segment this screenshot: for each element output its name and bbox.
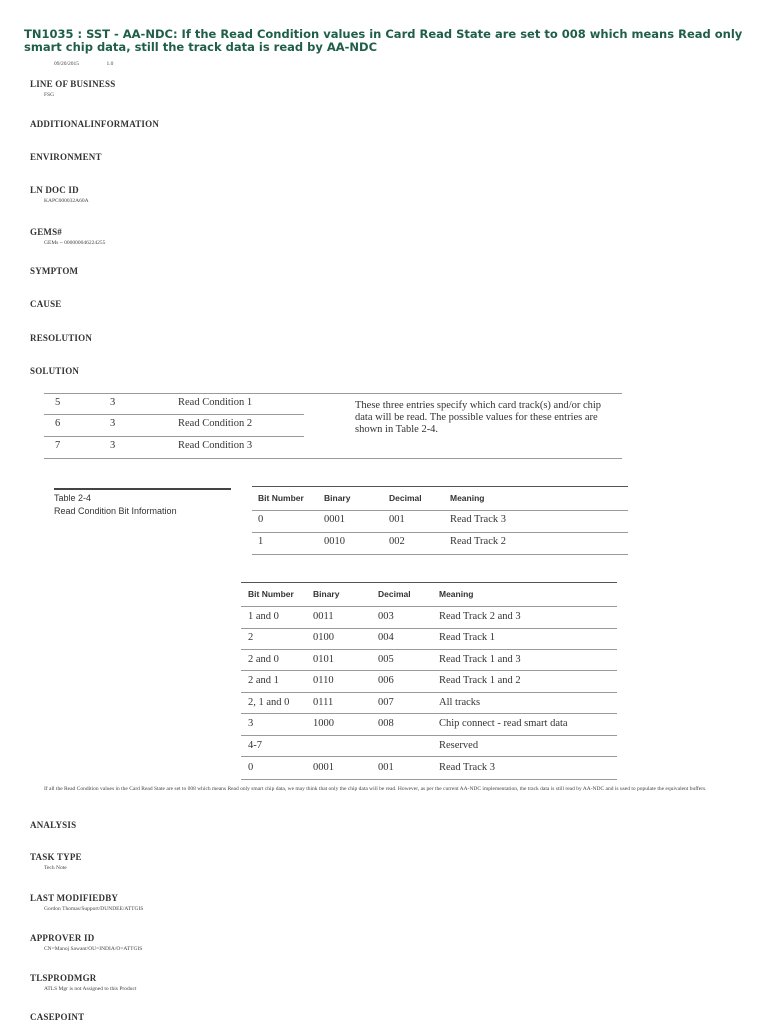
section-gems bbox=[30, 227, 730, 246]
cell-meaning: Read Track 2 and 3 bbox=[439, 611, 521, 622]
cell-size: 3 bbox=[110, 397, 116, 408]
section-value: GEMs ~ 000000046224255 bbox=[44, 240, 106, 246]
section-task-type bbox=[30, 852, 730, 871]
section-value: FSG bbox=[44, 92, 55, 98]
section-last-modified-by bbox=[30, 893, 730, 912]
section-heading: SOLUTION bbox=[30, 366, 80, 376]
cell-name: Read Condition 1 bbox=[178, 397, 253, 408]
cell-binary: 0001 bbox=[324, 514, 345, 525]
cell-decimal: 007 bbox=[378, 697, 394, 708]
cell-meaning: Read Track 1 and 2 bbox=[439, 675, 521, 686]
section-approver-id bbox=[30, 933, 730, 952]
section-heading: GEMS# bbox=[30, 227, 63, 237]
section-environment bbox=[30, 152, 730, 162]
section-value: CN=Manoj Sawant/OU=INDIA/O=ATTGIS bbox=[44, 946, 143, 952]
cell-decimal: 001 bbox=[389, 514, 405, 525]
section-tlsprodmgr bbox=[30, 973, 730, 992]
cell-meaning: Reserved bbox=[439, 740, 479, 751]
cell-name: Read Condition 2 bbox=[178, 418, 253, 429]
doc-version: 1.0 bbox=[106, 61, 114, 67]
cell-binary: 0001 bbox=[313, 762, 334, 773]
cell-binary: 0100 bbox=[313, 632, 334, 643]
header-meaning: Meaning bbox=[450, 493, 485, 503]
table-number: Table 2-4 bbox=[54, 493, 92, 503]
section-resolution bbox=[30, 333, 730, 343]
bit-info-table-1 bbox=[252, 486, 628, 556]
cell-bit: 2 and 0 bbox=[248, 654, 279, 665]
cell-binary: 0010 bbox=[324, 536, 345, 547]
cell-entry: 7 bbox=[55, 440, 61, 451]
section-value: ATLS Mgr is not Assigned to this Product bbox=[44, 986, 137, 992]
cell-binary: 0110 bbox=[313, 675, 334, 686]
cell-binary: 0011 bbox=[313, 611, 334, 622]
header-decimal: Decimal bbox=[389, 493, 422, 503]
section-cause bbox=[30, 299, 730, 309]
header-meaning: Meaning bbox=[439, 589, 474, 599]
cell-name: Read Condition 3 bbox=[178, 440, 253, 451]
caption-rule bbox=[54, 488, 231, 490]
section-casepoint bbox=[30, 1012, 730, 1022]
cell-meaning: Read Track 1 and 3 bbox=[439, 654, 521, 665]
cell-bit: 2, 1 and 0 bbox=[248, 697, 290, 708]
cell-decimal: 004 bbox=[378, 632, 394, 643]
section-analysis bbox=[30, 820, 730, 830]
cell-meaning: Read Track 3 bbox=[450, 514, 506, 525]
section-heading: LN DOC ID bbox=[30, 185, 79, 195]
cell-decimal: 003 bbox=[378, 611, 394, 622]
cell-bit: 1 bbox=[258, 536, 264, 547]
section-additional-information bbox=[30, 119, 730, 129]
section-symptom bbox=[30, 266, 730, 276]
section-heading: ANALYSIS bbox=[30, 820, 77, 830]
read-condition-description: These three entries specify which card track(s) and/or chip data will be read. The possible values for these entries are shown in Table 2-4. bbox=[355, 400, 602, 435]
cell-binary: 1000 bbox=[313, 718, 334, 729]
cell-decimal: 005 bbox=[378, 654, 394, 665]
cell-binary: 0101 bbox=[313, 654, 334, 665]
section-solution bbox=[30, 366, 730, 376]
cell-decimal: 006 bbox=[378, 675, 394, 686]
cell-bit: 0 bbox=[248, 762, 254, 773]
document-title: TN1035 : SST - AA-NDC: If the Read Condition values in Card Read State are set to 008 which means Read only smart chip data, still the track data is read by AA-NDC bbox=[24, 27, 743, 54]
section-heading: LAST MODIFIEDBY bbox=[30, 893, 119, 903]
section-value: Gordon Thomas/Support/DUNDEE/ATTGIS bbox=[44, 906, 144, 912]
section-value: Tech Note bbox=[44, 865, 67, 871]
cell-size: 3 bbox=[110, 418, 116, 429]
section-heading: ADDITIONALINFORMATION bbox=[30, 119, 160, 129]
section-heading: LINE OF BUSINESS bbox=[30, 79, 116, 89]
header-bit-number: Bit Number bbox=[258, 493, 304, 503]
cell-meaning: Read Track 2 bbox=[450, 536, 506, 547]
section-ln-doc-id bbox=[30, 185, 730, 204]
section-heading: ENVIRONMENT bbox=[30, 152, 102, 162]
cell-entry: 5 bbox=[55, 397, 61, 408]
solution-paragraph: If all the Read Condition values in the Card Read State are set to 008 which means Read only smart chip data, we may think that only the chip data will be read. However, as per the current AA-NDC implementation, the track data is still read by AA-NDC and is used to populate the equivalent buffers. bbox=[44, 786, 707, 792]
section-line-of-business bbox=[30, 79, 730, 98]
section-heading: CASEPOINT bbox=[30, 1012, 85, 1022]
cell-bit: 2 bbox=[248, 632, 254, 643]
doc-meta bbox=[54, 61, 139, 67]
header-bit-number: Bit Number bbox=[248, 589, 294, 599]
header-binary: Binary bbox=[324, 493, 351, 503]
section-heading: SYMPTOM bbox=[30, 266, 79, 276]
section-heading: APPROVER ID bbox=[30, 933, 95, 943]
section-heading: RESOLUTION bbox=[30, 333, 93, 343]
cell-meaning: Chip connect - read smart data bbox=[439, 718, 568, 729]
cell-bit: 0 bbox=[258, 514, 264, 525]
cell-decimal: 001 bbox=[378, 762, 394, 773]
cell-meaning: Read Track 3 bbox=[439, 762, 495, 773]
cell-bit: 4-7 bbox=[248, 740, 262, 751]
header-decimal: Decimal bbox=[378, 589, 411, 599]
cell-binary: 0111 bbox=[313, 697, 334, 708]
cell-decimal: 002 bbox=[389, 536, 405, 547]
section-value: KAPC000032A60A bbox=[44, 198, 89, 204]
cell-bit: 1 and 0 bbox=[248, 611, 279, 622]
cell-meaning: Read Track 1 bbox=[439, 632, 495, 643]
cell-bit: 3 bbox=[248, 718, 254, 729]
bit-info-table-2 bbox=[241, 582, 617, 782]
cell-decimal: 008 bbox=[378, 718, 394, 729]
cell-bit: 2 and 1 bbox=[248, 675, 279, 686]
doc-date: 09/20/2015 bbox=[54, 61, 80, 67]
cell-entry: 6 bbox=[55, 418, 61, 429]
cell-size: 3 bbox=[110, 440, 116, 451]
section-heading: CAUSE bbox=[30, 299, 62, 309]
section-heading: TLSPRODMGR bbox=[30, 973, 97, 983]
header-binary: Binary bbox=[313, 589, 340, 599]
section-heading: TASK TYPE bbox=[30, 852, 82, 862]
cell-meaning: All tracks bbox=[439, 697, 481, 708]
read-condition-table bbox=[44, 393, 622, 459]
table-caption: Read Condition Bit Information bbox=[54, 506, 177, 516]
